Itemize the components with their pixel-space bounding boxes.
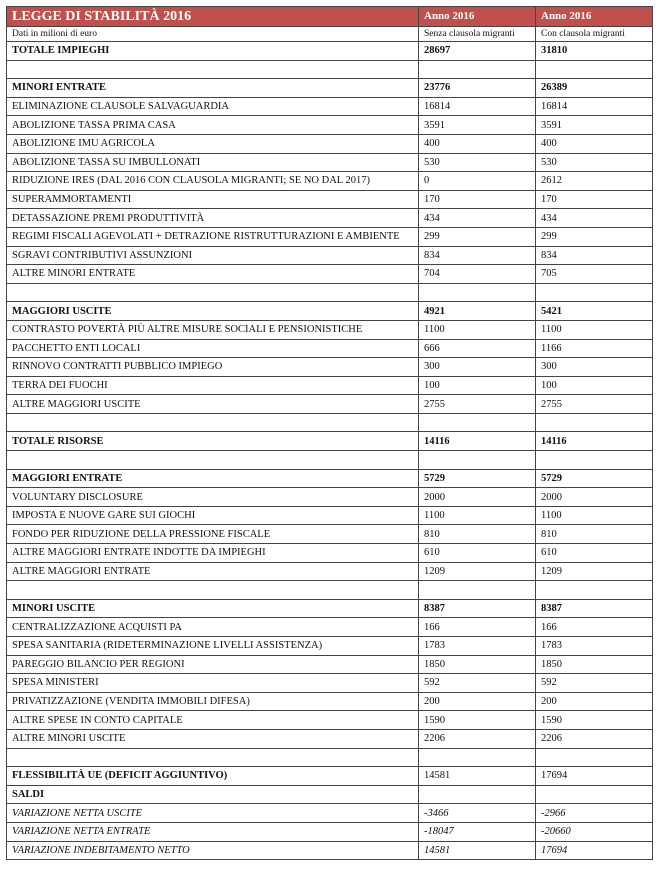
value-with-clause: 2612	[536, 172, 653, 191]
row-label: CENTRALIZZAZIONE ACQUISTI PA	[7, 618, 419, 637]
table-row	[7, 525, 653, 544]
table-row	[7, 320, 653, 339]
row-label: REGIMI FISCALI AGEVOLATI + DETRAZIONE RISTRUTTURAZIONI E AMBIENTE	[7, 227, 419, 246]
table-row	[7, 544, 653, 563]
table-row	[7, 246, 653, 265]
value-without-clause: 434	[419, 209, 536, 228]
value-without-clause: 400	[419, 134, 536, 153]
row-label: SPESA MINISTERI	[7, 674, 419, 693]
row-label: MINORI USCITE	[7, 599, 419, 618]
row-label: RINNOVO CONTRATTI PUBBLICO IMPIEGO	[7, 358, 419, 377]
table-row	[7, 302, 653, 321]
value-without-clause: 530	[419, 153, 536, 172]
column-header-without-clause: Anno 2016	[419, 7, 536, 27]
value-without-clause: 170	[419, 190, 536, 209]
row-label: SGRAVI CONTRIBUTIVI ASSUNZIONI	[7, 246, 419, 265]
value-with-clause	[536, 581, 653, 600]
value-with-clause	[536, 283, 653, 302]
value-without-clause: 2206	[419, 729, 536, 748]
table-row	[7, 376, 653, 395]
row-label	[7, 283, 419, 302]
spacer-row	[7, 581, 653, 600]
value-without-clause	[419, 748, 536, 767]
value-with-clause: 1100	[536, 506, 653, 525]
subheader-without-clause: Senza clausola migranti	[419, 27, 536, 42]
value-with-clause: 2755	[536, 395, 653, 414]
value-with-clause: 299	[536, 227, 653, 246]
value-with-clause: 31810	[536, 42, 653, 61]
value-without-clause: 8387	[419, 599, 536, 618]
table-header-row	[7, 7, 653, 27]
table-row	[7, 172, 653, 191]
table-row	[7, 655, 653, 674]
row-label: ALTRE SPESE IN CONTO CAPITALE	[7, 711, 419, 730]
subheader-with-clause: Con clausola migranti	[536, 27, 653, 42]
value-without-clause: 5729	[419, 469, 536, 488]
row-label: MAGGIORI ENTRATE	[7, 469, 419, 488]
row-label: VARIAZIONE INDEBITAMENTO NETTO	[7, 841, 419, 860]
row-label: SPESA SANITARIA (RIDETERMINAZIONE LIVELLI ASSISTENZA)	[7, 637, 419, 656]
table-row	[7, 822, 653, 841]
value-with-clause: 17694	[536, 767, 653, 786]
row-label: RIDUZIONE IRES (DAL 2016 CON CLAUSOLA MIGRANTI; SE NO DAL 2017)	[7, 172, 419, 191]
value-with-clause: -20660	[536, 822, 653, 841]
row-label: ABOLIZIONE TASSA SU IMBULLONATI	[7, 153, 419, 172]
table-row	[7, 711, 653, 730]
value-with-clause: -2966	[536, 804, 653, 823]
value-with-clause: 434	[536, 209, 653, 228]
row-label	[7, 60, 419, 79]
value-without-clause: 810	[419, 525, 536, 544]
value-with-clause: 100	[536, 376, 653, 395]
value-with-clause: 5729	[536, 469, 653, 488]
table-row	[7, 506, 653, 525]
value-without-clause	[419, 785, 536, 804]
value-without-clause: 299	[419, 227, 536, 246]
row-label: SALDI	[7, 785, 419, 804]
value-with-clause: 17694	[536, 841, 653, 860]
value-without-clause: 1590	[419, 711, 536, 730]
value-without-clause	[419, 451, 536, 470]
budget-table	[6, 6, 653, 860]
spacer-row	[7, 283, 653, 302]
row-label: MINORI ENTRATE	[7, 79, 419, 98]
table-row	[7, 339, 653, 358]
value-with-clause: 2000	[536, 488, 653, 507]
value-without-clause: 1100	[419, 506, 536, 525]
value-with-clause: 1100	[536, 320, 653, 339]
row-label: TOTALE RISORSE	[7, 432, 419, 451]
value-with-clause: 8387	[536, 599, 653, 618]
value-without-clause: 0	[419, 172, 536, 191]
row-label: ALTRE MAGGIORI ENTRATE INDOTTE DA IMPIEGHI	[7, 544, 419, 563]
table-row	[7, 488, 653, 507]
value-without-clause: 200	[419, 692, 536, 711]
table-row	[7, 395, 653, 414]
table-row	[7, 97, 653, 116]
value-without-clause: 16814	[419, 97, 536, 116]
value-without-clause: 14581	[419, 841, 536, 860]
value-without-clause: 28697	[419, 42, 536, 61]
value-with-clause: 834	[536, 246, 653, 265]
value-without-clause: 592	[419, 674, 536, 693]
spacer-row	[7, 60, 653, 79]
row-label: ALTRE MAGGIORI ENTRATE	[7, 562, 419, 581]
row-label: TERRA DEI FUOCHI	[7, 376, 419, 395]
row-label: PACCHETTO ENTI LOCALI	[7, 339, 419, 358]
value-without-clause	[419, 60, 536, 79]
table-row	[7, 729, 653, 748]
row-label	[7, 451, 419, 470]
value-without-clause: 1850	[419, 655, 536, 674]
value-without-clause: 1783	[419, 637, 536, 656]
row-label: SUPERAMMORTAMENTI	[7, 190, 419, 209]
value-without-clause: 1100	[419, 320, 536, 339]
table-title: LEGGE DI STABILITÀ 2016	[7, 7, 419, 27]
table-row	[7, 637, 653, 656]
value-without-clause: 666	[419, 339, 536, 358]
value-with-clause: 3591	[536, 116, 653, 135]
table-row	[7, 841, 653, 860]
value-without-clause: 14581	[419, 767, 536, 786]
row-label: ALTRE MAGGIORI USCITE	[7, 395, 419, 414]
value-with-clause	[536, 413, 653, 432]
value-with-clause: 26389	[536, 79, 653, 98]
value-with-clause: 530	[536, 153, 653, 172]
table-row	[7, 116, 653, 135]
table-subheader-row	[7, 27, 653, 42]
value-with-clause: 810	[536, 525, 653, 544]
value-with-clause: 705	[536, 265, 653, 284]
value-with-clause: 200	[536, 692, 653, 711]
row-label: DETASSAZIONE PREMI PRODUTTIVITÀ	[7, 209, 419, 228]
value-without-clause: 610	[419, 544, 536, 563]
table-row	[7, 804, 653, 823]
row-label	[7, 581, 419, 600]
row-label: FLESSIBILITÀ UE (DEFICIT AGGIUNTIVO)	[7, 767, 419, 786]
row-label: TOTALE IMPIEGHI	[7, 42, 419, 61]
table-row	[7, 190, 653, 209]
table-row	[7, 79, 653, 98]
value-with-clause: 16814	[536, 97, 653, 116]
spacer-row	[7, 451, 653, 470]
table-row	[7, 767, 653, 786]
value-without-clause: 14116	[419, 432, 536, 451]
row-label: PRIVATIZZAZIONE (VENDITA IMMOBILI DIFESA)	[7, 692, 419, 711]
table-row	[7, 153, 653, 172]
value-with-clause: 1783	[536, 637, 653, 656]
row-label: VARIAZIONE NETTA USCITE	[7, 804, 419, 823]
row-label: CONTRASTO POVERTÀ PIÙ ALTRE MISURE SOCIALI E PENSIONISTICHE	[7, 320, 419, 339]
row-label: ALTRE MINORI USCITE	[7, 729, 419, 748]
table-row	[7, 692, 653, 711]
value-without-clause: 100	[419, 376, 536, 395]
value-without-clause: 2755	[419, 395, 536, 414]
value-without-clause: 1209	[419, 562, 536, 581]
table-row	[7, 562, 653, 581]
value-with-clause	[536, 748, 653, 767]
value-with-clause: 14116	[536, 432, 653, 451]
value-with-clause: 400	[536, 134, 653, 153]
row-label: MAGGIORI USCITE	[7, 302, 419, 321]
table-row	[7, 209, 653, 228]
table-row	[7, 785, 653, 804]
table-row	[7, 618, 653, 637]
units-note: Dati in milioni di euro	[7, 27, 419, 42]
value-with-clause	[536, 785, 653, 804]
row-label	[7, 748, 419, 767]
value-with-clause	[536, 60, 653, 79]
value-without-clause	[419, 581, 536, 600]
value-with-clause: 300	[536, 358, 653, 377]
value-with-clause: 1166	[536, 339, 653, 358]
row-label: ALTRE MINORI ENTRATE	[7, 265, 419, 284]
value-with-clause: 1590	[536, 711, 653, 730]
value-without-clause	[419, 413, 536, 432]
value-without-clause: -18047	[419, 822, 536, 841]
value-without-clause: 704	[419, 265, 536, 284]
row-label: FONDO PER RIDUZIONE DELLA PRESSIONE FISCALE	[7, 525, 419, 544]
value-without-clause: 4921	[419, 302, 536, 321]
table-row	[7, 42, 653, 61]
value-with-clause: 5421	[536, 302, 653, 321]
value-with-clause: 2206	[536, 729, 653, 748]
column-header-with-clause: Anno 2016	[536, 7, 653, 27]
value-without-clause: 3591	[419, 116, 536, 135]
table-row	[7, 674, 653, 693]
value-without-clause	[419, 283, 536, 302]
value-with-clause: 1209	[536, 562, 653, 581]
row-label: IMPOSTA E NUOVE GARE SUI GIOCHI	[7, 506, 419, 525]
row-label: VOLUNTARY DISCLOSURE	[7, 488, 419, 507]
spacer-row	[7, 748, 653, 767]
value-with-clause: 610	[536, 544, 653, 563]
row-label: ABOLIZIONE IMU AGRICOLA	[7, 134, 419, 153]
value-with-clause: 170	[536, 190, 653, 209]
value-without-clause: 166	[419, 618, 536, 637]
row-label	[7, 413, 419, 432]
value-without-clause: 300	[419, 358, 536, 377]
table-row	[7, 265, 653, 284]
value-with-clause	[536, 451, 653, 470]
value-with-clause: 166	[536, 618, 653, 637]
row-label: ELIMINAZIONE CLAUSOLE SALVAGUARDIA	[7, 97, 419, 116]
table-row	[7, 134, 653, 153]
value-without-clause: -3466	[419, 804, 536, 823]
budget-table-container	[6, 6, 652, 860]
row-label: ABOLIZIONE TASSA PRIMA CASA	[7, 116, 419, 135]
value-without-clause: 834	[419, 246, 536, 265]
value-without-clause: 23776	[419, 79, 536, 98]
value-with-clause: 592	[536, 674, 653, 693]
table-row	[7, 227, 653, 246]
table-row	[7, 358, 653, 377]
spacer-row	[7, 413, 653, 432]
table-row	[7, 432, 653, 451]
table-row	[7, 469, 653, 488]
row-label: VARIAZIONE NETTA ENTRATE	[7, 822, 419, 841]
table-row	[7, 599, 653, 618]
row-label: PAREGGIO BILANCIO PER REGIONI	[7, 655, 419, 674]
value-without-clause: 2000	[419, 488, 536, 507]
value-with-clause: 1850	[536, 655, 653, 674]
